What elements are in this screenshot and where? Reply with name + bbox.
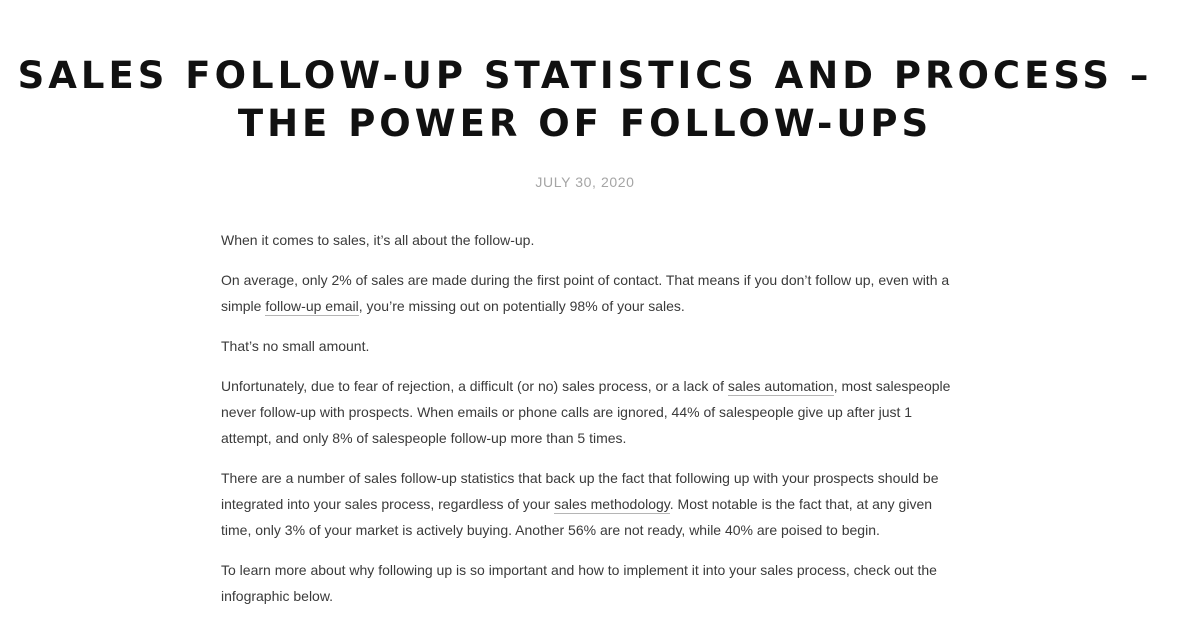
paragraph-intro: When it comes to sales, it’s all about the follow-up.: [221, 232, 535, 248]
paragraph-text: , you’re missing out on potentially 98% of your sales.: [358, 298, 685, 314]
paragraph-text: , most salespeople never follow-up with prospects. When emails or phone calls are ignored, 44% of salespeople give up after just 1 attempt, and only 8% of salespeople follow-up more than 5 times.: [221, 378, 951, 446]
sales-automation-link[interactable]: sales automation: [727, 378, 834, 394]
page-title: [0, 52, 1170, 148]
paragraph-rejection: [221, 373, 961, 451]
paragraph-learn-more: To learn more about why following up is so important and how to implement it into your sales process, check out the infographic below.: [221, 562, 937, 604]
post-date: JULY 30, 2020: [535, 174, 635, 190]
paragraph-small-amount: That’s no small amount.: [221, 338, 370, 354]
paragraph-text: . Most notable is the fact that, at any given time, only 3% of your market is actively buying. Another 56% are not ready, while 40% are poised to begin.: [221, 496, 933, 538]
paragraph-average-sales: [221, 267, 961, 319]
paragraph-text: Unfortunately, due to fear of rejection, a difficult (or no) sales process, or a lack of: [221, 378, 728, 394]
paragraph-statistics: [221, 465, 961, 543]
page-title-line-2: THE POWER OF FOLLOW-UPS: [237, 102, 933, 145]
article-body: [221, 227, 961, 623]
sales-methodology-link[interactable]: sales methodology: [554, 496, 670, 512]
paragraph-text: There are a number of sales follow-up statistics that back up the fact that following up with your prospects should be integrated into your sales process, regardless of your: [221, 470, 939, 512]
follow-up-email-link[interactable]: follow-up email: [265, 298, 359, 314]
paragraph-text: On average, only 2% of sales are made during the first point of contact. That means if you don’t follow up, even with a simple: [221, 272, 950, 314]
page-title-line-1: SALES FOLLOW-UP STATISTICS AND PROCESS –: [17, 54, 1153, 97]
